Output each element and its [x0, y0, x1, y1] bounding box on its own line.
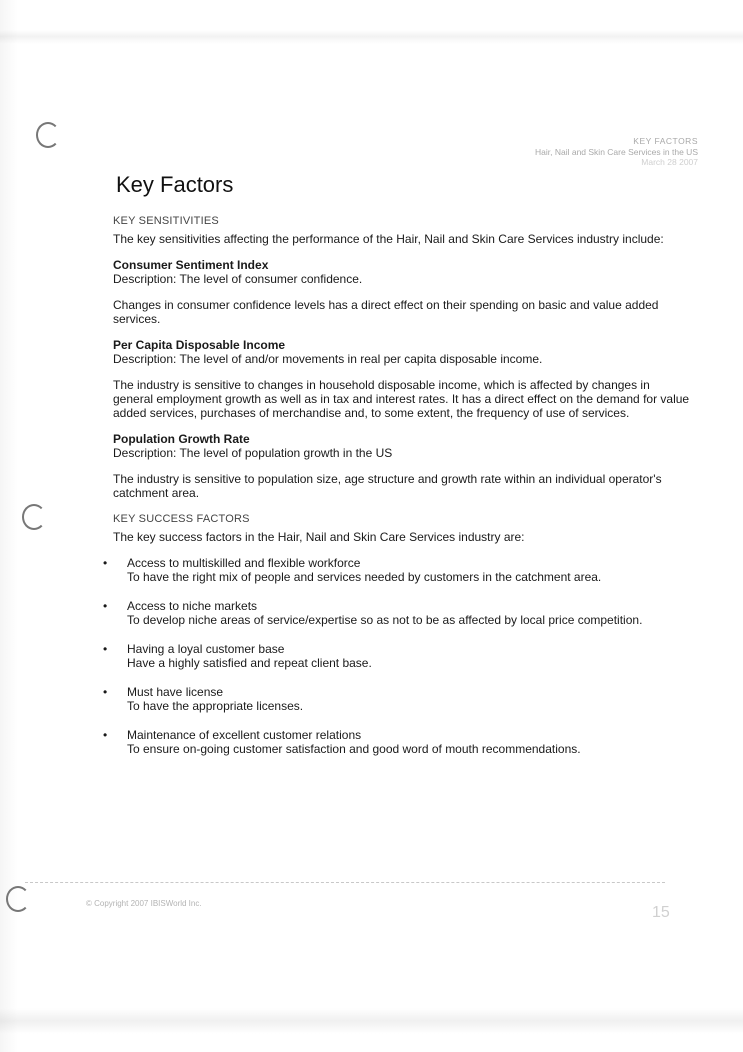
binder-hole-top — [36, 122, 60, 148]
list-item — [103, 685, 693, 713]
key-success-factors-intro: The key success factors in the Hair, Nail and Skin Care Services industry are: — [113, 530, 525, 544]
list-item — [103, 599, 693, 627]
header-report-title: Hair, Nail and Skin Care Services in the US — [535, 146, 698, 157]
binder-hole-middle — [22, 504, 46, 530]
sensitivity-text: The industry is sensitive to population size, age structure and growth rate within an individual operator's catchment area. — [113, 472, 662, 500]
sensitivity-description: Description: The level of and/or movements in real per capita disposable income. — [113, 352, 543, 366]
bullet-icon: • — [103, 642, 108, 656]
bullet-icon: • — [103, 685, 108, 699]
success-factor-title: Access to multiskilled and flexible workforce — [127, 556, 361, 570]
success-factor-title: Having a loyal customer base — [127, 642, 285, 656]
success-factor-title: Maintenance of excellent customer relations — [127, 728, 362, 742]
footer-divider — [25, 882, 665, 883]
list-item — [103, 556, 693, 584]
binder-hole-bottom — [6, 886, 30, 912]
sensitivity-description: Description: The level of consumer confidence. — [113, 272, 363, 286]
success-factor-text: To develop niche areas of service/expertise so as not to be as affected by local price competition. — [127, 613, 643, 627]
success-factor-text: To have the appropriate licenses. — [127, 699, 304, 713]
success-factor-title: Must have license — [127, 685, 224, 699]
sensitivity-name: Population Growth Rate — [113, 432, 250, 446]
key-sensitivities-label: KEY SENSITIVITIES — [113, 215, 219, 227]
sensitivity-text: Changes in consumer confidence levels has a direct effect on their spending on basic and value added services. — [113, 298, 659, 326]
bullet-icon: • — [103, 556, 108, 570]
sensitivity-population-growth — [113, 432, 693, 500]
sensitivity-name: Consumer Sentiment Index — [113, 258, 269, 272]
key-sensitivities-intro: The key sensitivities affecting the performance of the Hair, Nail and Skin Care Services industry include: — [113, 232, 664, 246]
sensitivity-name: Per Capita Disposable Income — [113, 338, 286, 352]
key-success-factors-label: KEY SUCCESS FACTORS — [113, 513, 250, 525]
running-header — [535, 136, 698, 168]
page-title: Key Factors — [116, 172, 234, 197]
sensitivity-text: The industry is sensitive to changes in household disposable income, which is affected by changes in general employment growth as well as in tax and interest rates. It has a direct effect on the demand for value added services, purchases of merchandise and, to some extent, the frequency of use of services. — [113, 378, 690, 420]
sensitivity-description: Description: The level of population growth in the US — [113, 446, 393, 460]
bullet-icon: • — [103, 599, 108, 613]
sensitivity-consumer-sentiment — [113, 258, 693, 326]
scan-shadow-top — [0, 30, 743, 44]
sensitivity-disposable-income — [113, 338, 693, 420]
footer-copyright: © Copyright 2007 IBISWorld Inc. — [86, 899, 202, 908]
success-factor-text: To have the right mix of people and services needed by customers in the catchment area. — [127, 570, 602, 584]
header-date: March 28 2007 — [641, 157, 698, 167]
page-number: 15 — [652, 904, 670, 921]
scan-shadow-bottom — [0, 1008, 743, 1034]
bullet-icon: • — [103, 728, 108, 742]
list-item — [103, 728, 693, 756]
success-factor-text: To ensure on-going customer satisfaction and good word of mouth recommendations. — [127, 742, 581, 756]
main-content — [103, 214, 693, 771]
list-item — [103, 642, 693, 670]
success-factor-text: Have a highly satisfied and repeat client base. — [127, 656, 372, 670]
success-factors-list — [103, 556, 693, 756]
success-factor-title: Access to niche markets — [127, 599, 258, 613]
header-section: KEY FACTORS — [633, 136, 698, 146]
